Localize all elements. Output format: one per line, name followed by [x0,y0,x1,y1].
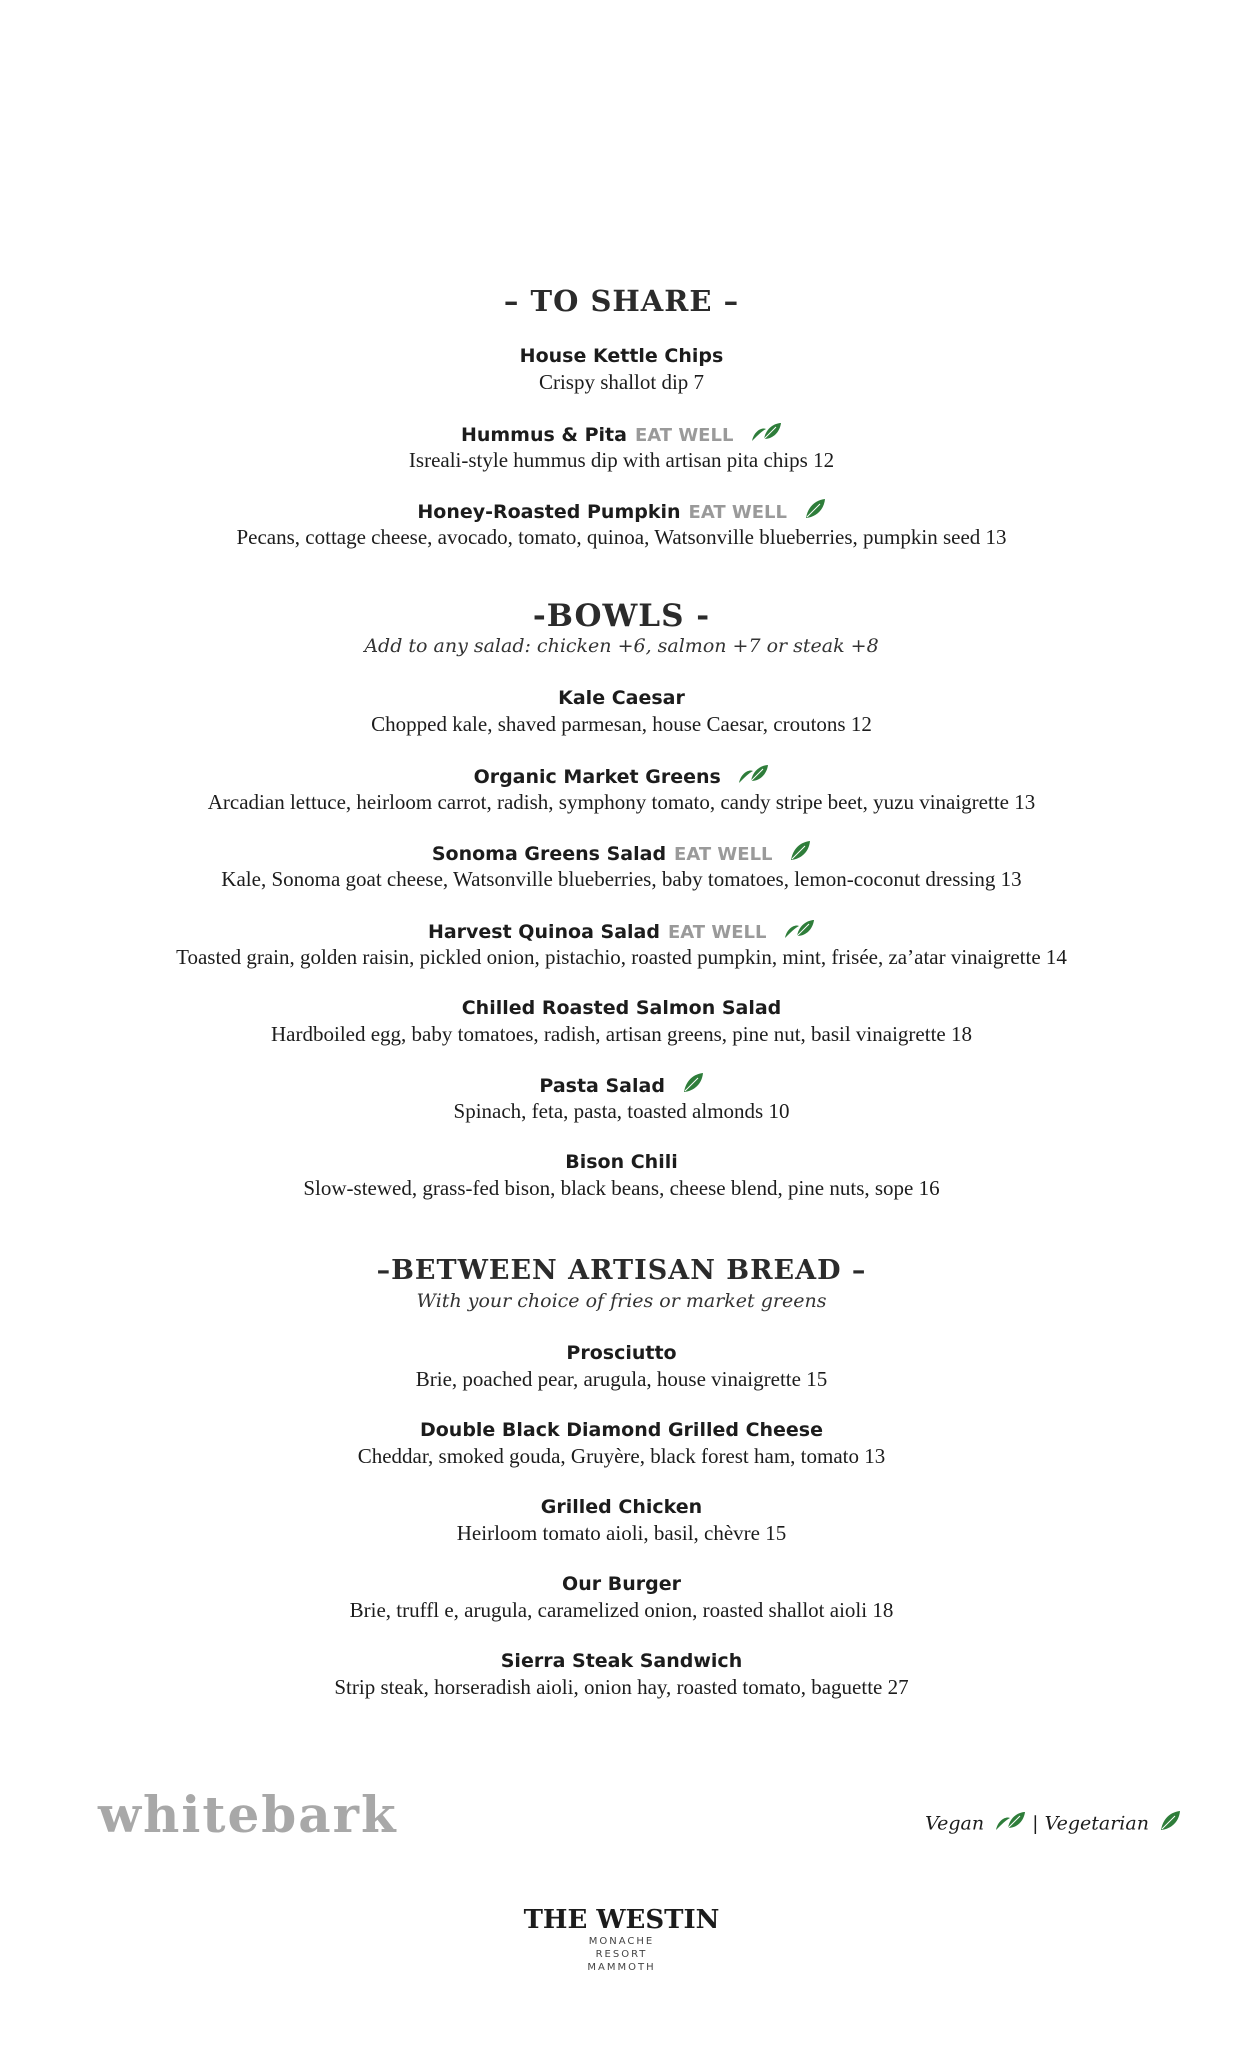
item-name: Harvest Quinoa Salad [427,921,660,943]
item-description: Pecans, cottage cheese, avocado, tomato, quinoa, Watsonville blueberries, pumpkin seed 13 [236,525,1007,549]
item-name: Hummus & Pita [460,424,627,446]
menu-item-hummus [0,421,1243,473]
section-title-to-share: – TO SHARE – [503,284,740,318]
item-description: Heirloom tomato aioli, basil, chèvre 15 [456,1521,787,1545]
menu-item-chilled-roasted-salmon-salad [0,995,1243,1047]
item-name: Sonoma Greens Salad [431,843,667,865]
menu-item-our-burger [0,1571,1243,1623]
menu-item-sonoma-greens-salad [0,840,1243,892]
menu-item-pasta-salad [0,1072,1243,1124]
brand-line-mammoth: MAMMOTH [587,1962,656,1973]
item-name-row [0,498,1243,524]
item-name: Bison Chili [565,1151,678,1173]
brand-line-monache: MONACHE [588,1936,655,1947]
section-title-between-artisan-bread: –BETWEEN ARTISAN BREAD – [376,1255,867,1286]
section-subtitle-bowls: Add to any salad: chicken +6, salmon +7 or steak +8 [364,635,879,657]
item-name: Double Black Diamond Grilled Cheese [419,1419,824,1441]
menu-item-honey-roasted-pumpkin [0,498,1243,550]
menu-item-grilled-chicken [0,1494,1243,1546]
eat-well-badge: EAT WELL [688,502,787,523]
westin-logo [0,1905,1243,1974]
menu-item-sierra-steak-sandwich [0,1648,1243,1700]
menu-item-bison-chili [0,1149,1243,1201]
menu-item-kettle-chips [0,343,1243,395]
item-description: Spinach, feta, pasta, toasted almonds 10 [453,1099,790,1123]
item-description: Brie, poached pear, arugula, house vinaigrette 15 [415,1367,828,1391]
vegetarian-leaf-icon [804,498,826,527]
item-name-row [0,1072,1243,1098]
eat-well-badge: EAT WELL [667,922,767,943]
item-description: Strip steak, horseradish aioli, onion hay, roasted tomato, baguette 27 [334,1675,909,1699]
item-name-row [0,918,1243,944]
item-name-row [0,840,1243,866]
item-description: Hardboiled egg, baby tomatoes, radish, artisan greens, pine nut, basil vinaigrette 18 [271,1022,972,1046]
item-name: Kale Caesar [558,687,685,709]
item-description: Chopped kale, shaved parmesan, house Caesar, croutons 12 [371,712,872,736]
item-name: Pasta Salad [539,1075,665,1097]
vegetarian-leaf-icon [789,840,811,869]
menu-item-grilled-cheese [0,1417,1243,1469]
item-description: Toasted grain, golden raisin, pickled onion, pistachio, roasted pumpkin, mint, frisée, za’atar vinaigrette 14 [176,945,1067,969]
item-name: Grilled Chicken [540,1496,703,1518]
item-description: Cheddar, smoked gouda, Gruyère, black forest ham, tomato 13 [357,1444,886,1468]
item-description: Slow-stewed, grass-fed bison, black beans, cheese blend, pine nuts, sope 16 [303,1176,940,1200]
vegetarian-leaf-icon [682,1072,704,1101]
item-description: Crispy shallot dip 7 [538,370,705,394]
item-description: Isreali-style hummus dip with artisan pita chips 12 [408,448,835,472]
vegan-leaf-icon [737,763,769,792]
legend-separator: | [1032,1812,1045,1835]
menu-item-kale-caesar [0,685,1243,737]
menu-item-prosciutto [0,1340,1243,1392]
section-title-bowls: -BOWLS - [532,598,711,634]
brand-line-resort: RESORT [595,1949,648,1960]
section-subtitle-bread: With your choice of fries or market greens [416,1290,827,1312]
whitebark-logo: whitebark [98,1785,398,1844]
vegan-leaf-icon [994,1810,1026,1837]
item-description: Arcadian lettuce, heirloom carrot, radish, symphony tomato, candy stripe beet, yuzu vinaigrette 13 [207,790,1036,814]
menu-item-harvest-quinoa-salad [0,918,1243,970]
item-name: Chilled Roasted Salmon Salad [461,997,782,1019]
item-name: Organic Market Greens [473,766,721,788]
item-name-row [0,421,1243,447]
vegan-leaf-icon [783,918,815,947]
eat-well-badge: EAT WELL [674,844,773,865]
item-description: Kale, Sonoma goat cheese, Watsonville blueberries, baby tomatoes, lemon-coconut dressing 13 [221,867,1022,891]
brand-name: THE WESTIN [523,1905,720,1935]
legend-vegetarian-label: Vegetarian [1044,1812,1149,1835]
legend-vegan-label: Vegan [925,1812,985,1835]
item-name: House Kettle Chips [519,345,724,367]
menu-item-organic-market-greens [0,763,1243,815]
item-name: Sierra Steak Sandwich [500,1650,743,1672]
item-description: Brie, truffl e, arugula, caramelized onion, roasted shallot aioli 18 [349,1598,894,1622]
diet-legend [925,1810,1181,1837]
item-name: Our Burger [562,1573,681,1595]
eat-well-badge: EAT WELL [634,425,734,446]
vegan-leaf-icon [750,421,782,450]
item-name: Prosciutto [566,1342,677,1364]
item-name: Honey-Roasted Pumpkin [417,501,681,523]
item-name-row [0,763,1243,789]
vegetarian-leaf-icon [1159,1810,1181,1837]
